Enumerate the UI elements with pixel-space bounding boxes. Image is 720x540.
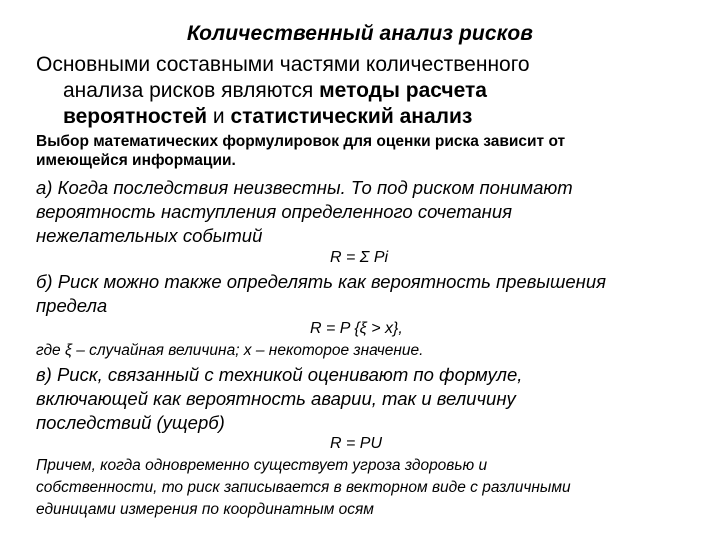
intro-line-1: Основными составными частями количественного (36, 53, 530, 76)
intro-line-3 (36, 104, 530, 130)
case-c-line-2: включающей как вероятность аварии, так и величину (36, 388, 516, 409)
conclusion-line-2: собственности, то риск записывается в векторном виде с различными (36, 479, 571, 496)
choice-line-2: имеющейся информации. (36, 152, 236, 169)
intro-text: анализа рисков являются (63, 79, 320, 102)
case-c-text (36, 363, 522, 435)
conclusion-line-3: единицами измерения по координатным осям (36, 501, 374, 518)
case-a-text (36, 176, 573, 248)
case-c-line-3: последствий (ущерб) (36, 412, 225, 433)
intro-line-2 (36, 78, 530, 104)
intro-emphasis-probabilities: вероятностей (63, 105, 208, 128)
formula-a: R = Σ Pi (330, 249, 389, 266)
formula-c: R = PU (330, 435, 383, 452)
case-b-line-2: предела (36, 295, 108, 316)
case-b-note: где ξ – случайная величина; x – некоторое значение. (36, 342, 424, 359)
conclusion-paragraph (36, 455, 571, 521)
case-b-line-1: б) Риск можно также определять как вероятность превышения (36, 271, 607, 292)
choice-line-1: Выбор математических формулировок для оценки риска зависит от (36, 133, 566, 150)
intro-paragraph (36, 52, 530, 130)
case-b-text (36, 270, 606, 318)
slide-title: Количественный анализ рисков (186, 22, 534, 45)
case-a-line-1: а) Когда последствия неизвестны. То под риском понимают (36, 177, 573, 198)
intro-emphasis-methods: методы расчета (319, 79, 487, 102)
intro-conjunction: и (207, 105, 231, 128)
formula-b: R = P {ξ > x}, (310, 320, 403, 337)
case-a-line-2: вероятность наступления определенного сочетания (36, 201, 513, 222)
case-a-line-3: нежелательных событий (36, 225, 263, 246)
intro-emphasis-statistical: статистический анализ (230, 105, 473, 128)
case-c-line-1: в) Риск, связанный с техникой оценивают по формуле, (36, 364, 523, 385)
conclusion-line-1: Причем, когда одновременно существует угроза здоровью и (36, 457, 488, 474)
choice-paragraph (36, 132, 565, 170)
